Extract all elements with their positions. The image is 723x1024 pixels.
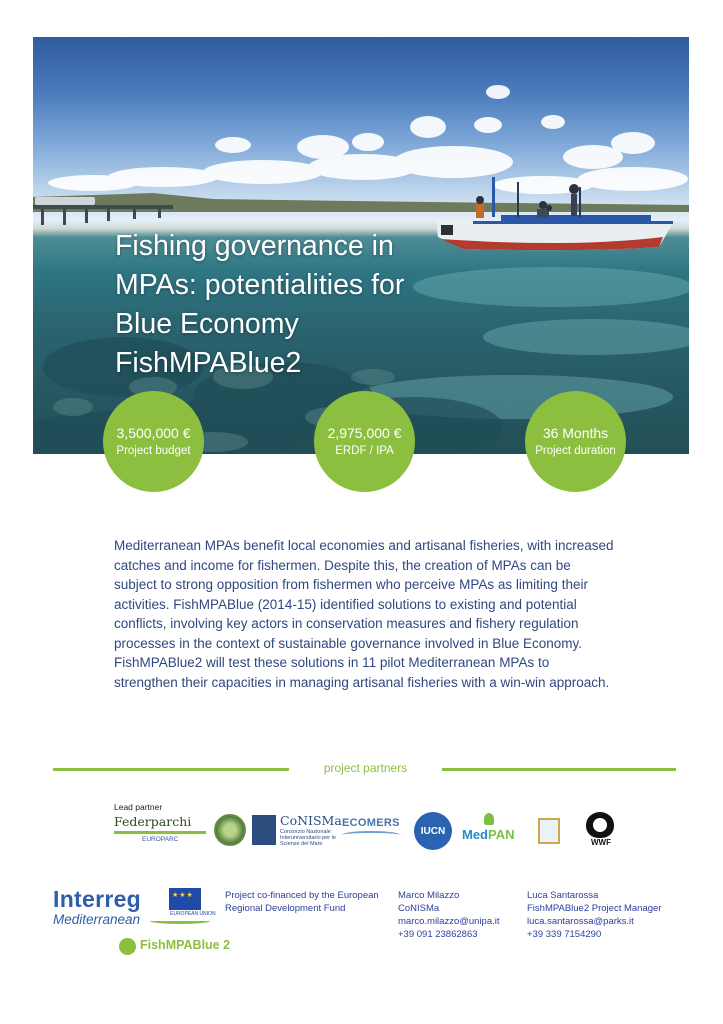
conisma-subtitle: Consorzio Nazionale Interuniversitario per le Scienze del Mare	[280, 829, 336, 847]
university-logo	[538, 818, 560, 844]
contact-org: CoNISMa	[398, 903, 440, 914]
stat-value: 3,500,000 €	[116, 424, 191, 441]
contact-email[interactable]: marco.milazzo@unipa.it	[398, 916, 500, 927]
europarc-label: EUROPARC	[142, 836, 179, 843]
medpan-name	[462, 827, 514, 842]
panda-icon	[586, 812, 614, 838]
mediterranean-label: Mediterranean	[53, 912, 141, 927]
federparchi-name: Federparchi	[114, 814, 192, 829]
wwf-logo	[586, 812, 616, 850]
stat-label: Project budget	[116, 444, 191, 457]
ecomers-logo	[342, 817, 404, 845]
fishmpablue-label: FishMPABlue 2	[140, 938, 231, 952]
ecomers-name: ECOMERS	[342, 817, 400, 829]
federparchi-bar	[114, 831, 206, 834]
contact-santarossa	[527, 889, 677, 941]
contact-phone: +39 339 7154290	[527, 929, 602, 940]
contact-name: Luca Santarossa	[527, 890, 599, 901]
cofinance-note	[225, 889, 395, 915]
cofinance-line: Regional Development Fund	[225, 903, 346, 914]
title-line: MPAs: potentialities for	[115, 269, 405, 301]
partners-heading: project partners	[323, 761, 408, 775]
wwf-name: WWF	[591, 838, 611, 847]
stat-budget	[103, 391, 204, 492]
lead-partner-label: Lead partner	[114, 802, 163, 812]
conisma-name: CoNISMa	[280, 813, 342, 828]
eu-flag-icon	[169, 888, 201, 910]
medpan-part-a: Med	[462, 827, 488, 842]
swoosh-icon	[150, 918, 210, 924]
stat-erdf	[314, 391, 415, 492]
medpan-part-b: PAN	[488, 827, 515, 842]
stat-label: Project duration	[535, 444, 616, 457]
fishmpablue-icon	[119, 938, 136, 955]
mpa-seal-logo	[214, 814, 246, 846]
stat-value: 2,975,000 €	[327, 424, 402, 441]
ecomers-wave-icon	[342, 831, 400, 839]
divider-right	[442, 768, 676, 771]
interreg-logo: Interreg	[53, 886, 142, 912]
contact-role: FishMPABlue2 Project Manager	[527, 903, 662, 914]
medpan-logo	[462, 813, 520, 849]
conisma-mark-icon	[252, 815, 276, 845]
contact-email[interactable]: luca.santarossa@parks.it	[527, 916, 634, 927]
eu-label: EUROPEAN UNION	[170, 911, 216, 917]
federparchi-logo	[114, 814, 206, 850]
title-line: FishMPABlue2	[115, 347, 302, 379]
title-line: Fishing governance in	[115, 230, 394, 262]
stat-value: 36 Months	[542, 424, 609, 441]
contact-phone: +39 091 23862863	[398, 929, 478, 940]
stat-duration	[525, 391, 626, 492]
cofinance-line: Project co-financed by the European	[225, 890, 379, 901]
contact-name: Marco Milazzo	[398, 890, 460, 901]
iucn-logo: IUCN	[414, 812, 452, 850]
page-title	[115, 227, 455, 383]
title-line: Blue Economy	[115, 308, 299, 340]
contact-milazzo	[398, 889, 518, 941]
divider-left	[53, 768, 289, 771]
stat-label: ERDF / IPA	[335, 444, 394, 457]
project-description: Mediterranean MPAs benefit local economies and artisanal fisheries, with increased catches and income for fishermen. Despite this, the creation of MPAs can be subject to strong opposition from fishermen who perceive MPAs as limiting their activities. FishMPABlue (2014-15) identified solutions to existing and potential conflicts, involving key actors in conservation measures and fishery regulation processes in the context of sustainable governance involved in Blue Economy. FishMPABlue2 will test these solutions in 11 pilot Mediterranean MPAs to strengthen their capacities in managing artisanal fisheries with a win-win approach.	[114, 538, 614, 690]
medpan-figure-icon	[484, 813, 494, 825]
conisma-logo	[252, 813, 342, 847]
